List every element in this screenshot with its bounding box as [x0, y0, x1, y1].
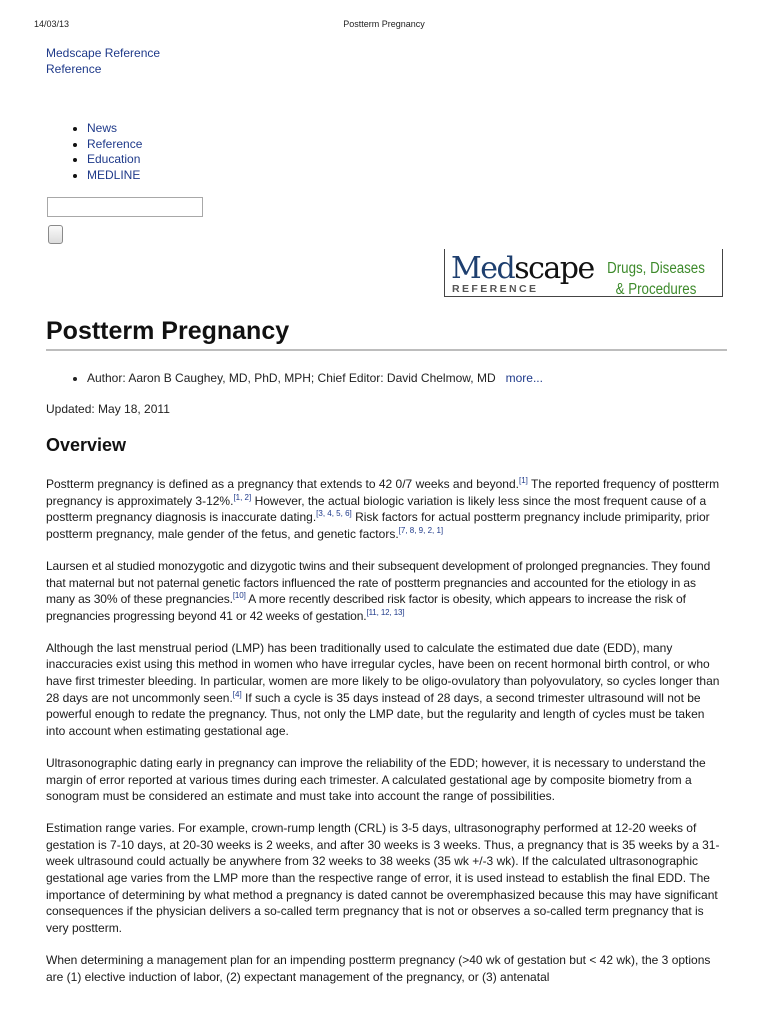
paragraph-4: Ultrasonographic dating early in pregnancy can improve the reliability of the EDD; however, it is necessary to understand the margin of error reported at various times during each trimester. A calculated gestational age by composite biometry from a sonogram must be considered an estimate and must take into account the range of possibilities. [46, 755, 706, 804]
updated-date: Updated: May 18, 2011 [46, 402, 170, 416]
nav-link-medline[interactable]: MEDLINE [87, 167, 141, 182]
logo-wordmark [451, 253, 594, 285]
logo-tagline-line-2: & Procedures [615, 281, 697, 298]
logo-tagline [604, 258, 707, 300]
paragraph-text: However, the actual biologic variation is likely less since the most frequent cause of a postterm pregnancy diagnosis is inaccurate dating. [46, 493, 707, 525]
search-input[interactable] [47, 197, 203, 217]
nav-link-reference[interactable]: Reference [87, 136, 143, 151]
nav-item-education [87, 152, 142, 168]
paragraph-text: If such a cycle is 35 days instead of 28 days, a second trimester ultrasound will not be powerful enough to redate the pregnancy. Thus, not only the LMP date, but the regularity and length of cycles must be taken into account when estimating gestational age. [46, 690, 705, 739]
paragraph-text: The reported frequency of postterm pregnancy is approximately 3-12%. [46, 477, 720, 508]
search-button[interactable] [48, 225, 63, 244]
top-links [46, 46, 160, 77]
paragraph-text: Postterm pregnancy is defined as a pregnancy that extends to 42 0/7 weeks and beyond. [46, 477, 519, 491]
nav-item-reference [87, 137, 142, 153]
paragraph-2 [46, 558, 727, 625]
paragraph-3 [46, 640, 727, 740]
logo-tagline-line-1: Drugs, Diseases [607, 260, 705, 277]
medscape-reference-logo[interactable] [444, 249, 723, 297]
logo-scape-text: scape [514, 251, 594, 286]
article-body [46, 476, 727, 1000]
citation-link[interactable]: [1] [518, 476, 528, 485]
print-header [0, 19, 768, 33]
author-list [46, 370, 543, 387]
page-title: Postterm Pregnancy [46, 317, 290, 345]
paragraph-1 [46, 476, 727, 543]
paragraph-text: Risk factors for actual postterm pregnancy include primiparity, prior postterm pregnancy, male gender of the fetus, and genetic factors. [46, 510, 710, 542]
citation-link[interactable]: [10] [232, 591, 246, 601]
medscape-reference-link[interactable]: Medscape Reference [46, 46, 161, 60]
citation-link[interactable]: [3, 4, 5, 6] [316, 509, 352, 519]
citation-link[interactable]: [11, 12, 13] [366, 607, 405, 617]
paragraph-text: Although the last menstrual period (LMP) has been traditionally used to calculate the estimated due date (EDD), many inaccuracies exist using this method in women who have irregular cycles, have been on recent hormonal birth control, or who have first trimester bleeding. In particular, women are more likely to be oligo-ovulatory than polyovulatory, so cycles longer than 28 days are not uncommonly seen. [46, 640, 720, 705]
paragraph-text: Laursen et al studied monozygotic and dizygotic twins and their subsequent development of prolonged pregnancies. They found that maternal but not paternal genetic factors influenced the rate of postterm pregnancies and accounted for the etiology in as many as 30% of these pregnancies. [46, 558, 711, 607]
main-nav [46, 121, 142, 183]
citation-link[interactable]: [1, 2] [233, 492, 252, 502]
nav-link-news[interactable]: News [87, 121, 118, 135]
title-divider [46, 349, 727, 351]
print-date: 14/03/13 [34, 19, 70, 29]
nav-item-news [87, 121, 142, 137]
logo-reference-text: REFERENCE [452, 283, 539, 295]
citation-link[interactable]: [7, 8, 9, 2, 1] [398, 526, 444, 536]
print-title: Postterm Pregnancy [343, 19, 425, 29]
citation-link[interactable]: [4] [232, 689, 242, 699]
paragraph-5: Estimation range varies. For example, crown-rump length (CRL) is 3-5 days, ultrasonography performed at 12-20 weeks of gestation is 7-10 days, at 20-30 weeks is 2 weeks, and after 30 weeks is 3 weeks. Thus, a pregnancy that is 35 weeks by a 31-week ultrasound could actually be anywhere from 32 weeks to 38 weeks (35 wk +/-3 wk). If the calculated ultrasonographic gestational age varies from the LMP more than the respective range of error, it is used instead to establish the final EDD. The importance of determining by what method a pregnancy is dated cannot be overemphasized because this may have significant consequences if the physician delivers a so-called term pregnancy that is not or observes a so-called term pregnancy that is very postterm. [46, 820, 720, 936]
more-authors-link[interactable]: more... [505, 371, 543, 385]
nav-link-education[interactable]: Education [87, 152, 141, 166]
nav-item-medline [87, 168, 142, 184]
section-heading-overview: Overview [46, 435, 127, 455]
author-line: Author: Aaron B Caughey, MD, PhD, MPH; Chief Editor: David Chelmow, MD [87, 371, 496, 385]
author-item [87, 370, 543, 387]
paragraph-6: When determining a management plan for an impending postterm pregnancy (>40 wk of gestation but < 42 wk), the 3 options are (1) elective induction of labor, (2) expectant management of the pregnancy, or (3) antenatal [46, 952, 711, 984]
paragraph-text: A more recently described risk factor is obesity, which appears to increase the risk of pregnancies progressing beyond 41 or 42 weeks of gestation. [46, 592, 686, 623]
reference-link[interactable]: Reference [46, 61, 102, 76]
logo-med-text: Med [451, 251, 515, 286]
